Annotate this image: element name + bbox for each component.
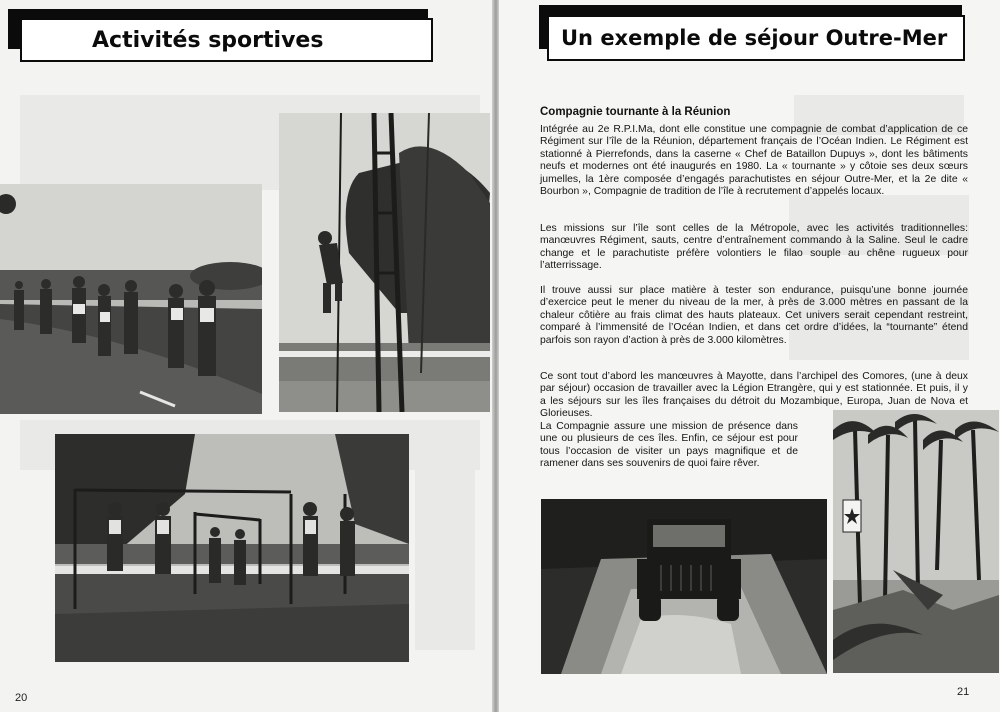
paragraph-4: Ce sont tout d’abord les manœuvres à Mayotte, dans l’archipel des Comores, (une à deux par séjour) occasion de travailler avec la Légion Etrangère, qui y est stationnée. Et puis, il y a les séjours sur les îles françaises du détroit du Mozambique, Europa, Juan de Nova et Glorieuses. (540, 371, 968, 420)
left-page-title-text: Activités sportives (92, 27, 324, 53)
photo-rope-climb (279, 113, 490, 412)
left-page (0, 0, 494, 712)
left-page-title (20, 18, 433, 62)
section-heading: Compagnie tournante à la Réunion (540, 106, 731, 118)
photo-monkey-bars (55, 434, 409, 662)
right-page-title (547, 15, 965, 61)
right-page (499, 0, 1000, 712)
right-page-number: 21 (957, 686, 970, 698)
paragraph-1: Intégrée au 2e R.P.I.Ma, dont elle constitue une compagnie de combat d’application de ce Régiment sur l’île de la Réunion, département français de l’Océan Indien. Le Régiment est stationné à Pierrefonds, dans la caserne « Chef de Bataillon Dupuys », dont les bâtiments neufs et modernes ont été inaugurés en 1980. La « tournante » y côtoie ses deux sœurs jumelles, la 1ère composée d’engagés parachutistes en séjour Outre-Mer, et la 2e dite « Bourbon », Compagnie de tradition de l’île à recrutement d’appelés locaux. (540, 124, 968, 198)
paragraph-3: Il trouve aussi sur place matière à tester son endurance, puisqu’une bonne journée d’exercice peut le mener du niveau de la mer, à près de 3.000 mètres en passant de la chaleur côtière au frais climat des hauts plateaux. Cet univers serait cependant restreint, comparé à l’immensité de l’Océan Indien, et dans cet ordre d’idées, la “tournante” étend parfois son rayon d’action à près de 3.000 kilomètres. (540, 285, 968, 346)
photo-palm-trees-cyclone (833, 410, 999, 673)
left-page-number: 20 (15, 692, 28, 704)
photo-runners (0, 184, 262, 414)
photo-jeep-flooded-road (541, 499, 827, 674)
paragraph-4-wrap: La Compagnie assure une mission de présence dans une ou plusieurs de ces îles. Enfin, ce séjour est pour tous l’occasion de visiter un pays magnifique et de ramener dans ses souvenirs de quoi faire rêver. (540, 421, 798, 470)
paragraph-2: Les missions sur l’île sont celles de la Métropole, avec les activités traditionnelles: manœuvres Régiment, sauts, centre d’entraînement commando à la Saline. Seul le cadre change et le parachutiste préfère volontiers le filao souple au chêne rugueux pour l’atterrissage. (540, 223, 968, 272)
right-page-title-text: Un exemple de séjour Outre-Mer (561, 26, 948, 50)
